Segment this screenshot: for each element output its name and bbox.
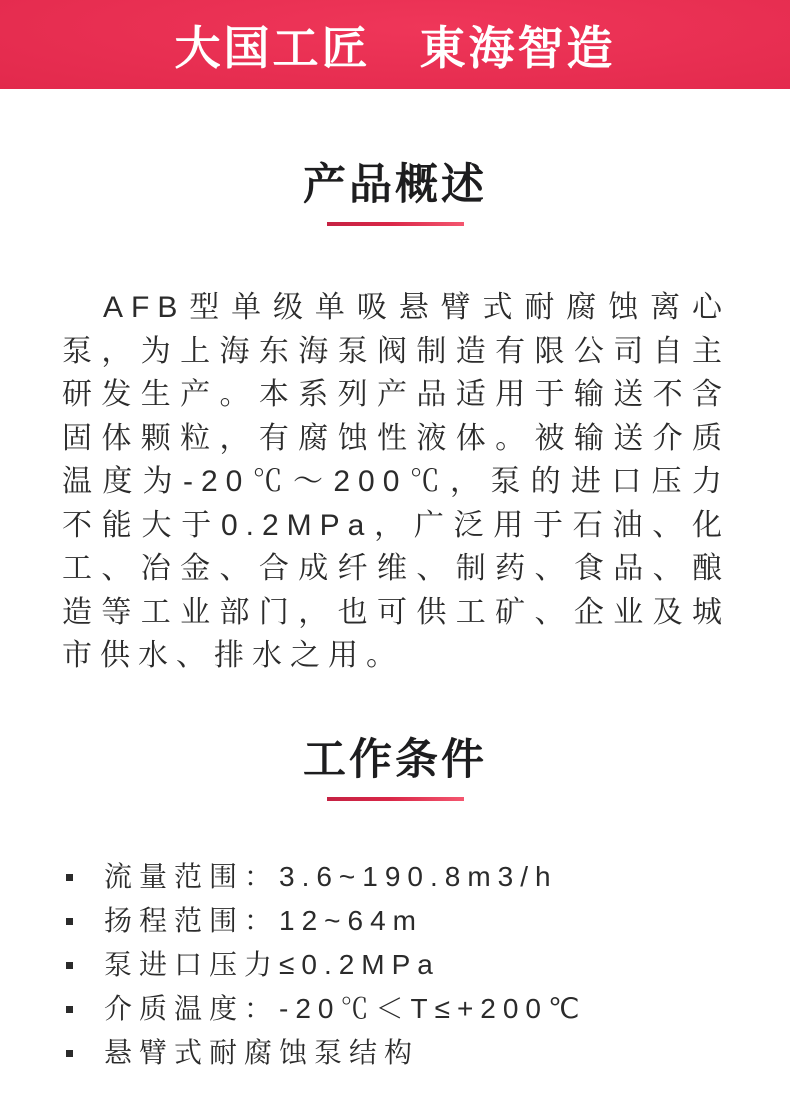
list-item-text: 介质温度：-20℃＜T≤+200℃ xyxy=(104,992,587,1024)
list-item xyxy=(60,943,730,987)
list-item xyxy=(60,899,730,943)
bullet-icon xyxy=(66,962,73,969)
bullet-icon xyxy=(66,874,73,881)
list-item xyxy=(60,987,730,1031)
overview-section-title: 产品概述 xyxy=(303,161,487,209)
banner-title: 大国工匠 東海智造 xyxy=(174,21,616,74)
list-item xyxy=(60,855,730,899)
overview-title-underline xyxy=(327,222,464,226)
list-item-text: 流量范围：3.6~190.8m3/h xyxy=(104,860,558,892)
conditions-section-title: 工作条件 xyxy=(303,735,487,784)
header-banner xyxy=(0,0,790,89)
list-item xyxy=(60,1031,730,1075)
list-item-text: 扬程范围：12~64m xyxy=(104,904,423,936)
bullet-icon xyxy=(66,1006,73,1013)
conditions-title-underline xyxy=(327,797,464,801)
overview-paragraph: AFB型单级单吸悬臂式耐腐蚀离心泵，为上海东海泵阀制造有限公司自主研发生产。本系列产品适用于输送不含固体颗粒，有腐蚀性液体。被输送介质温度为-20℃～200℃，泵的进口压力不能大于0.2MPa，广泛用于石油、化工、冶金、合成纤维、制药、食品、酿造等工业部门，也可供工矿、企业及城市供水、排水之用。 xyxy=(62,291,730,672)
conditions-list xyxy=(60,855,730,1075)
section-working-conditions xyxy=(0,736,790,1075)
bullet-icon xyxy=(66,1050,73,1057)
list-item-text: 泵进口压力≤0.2MPa xyxy=(104,948,440,980)
list-item-text: 悬臂式耐腐蚀泵结构 xyxy=(104,1036,420,1068)
section-product-overview xyxy=(0,161,790,678)
bullet-icon xyxy=(66,918,73,925)
